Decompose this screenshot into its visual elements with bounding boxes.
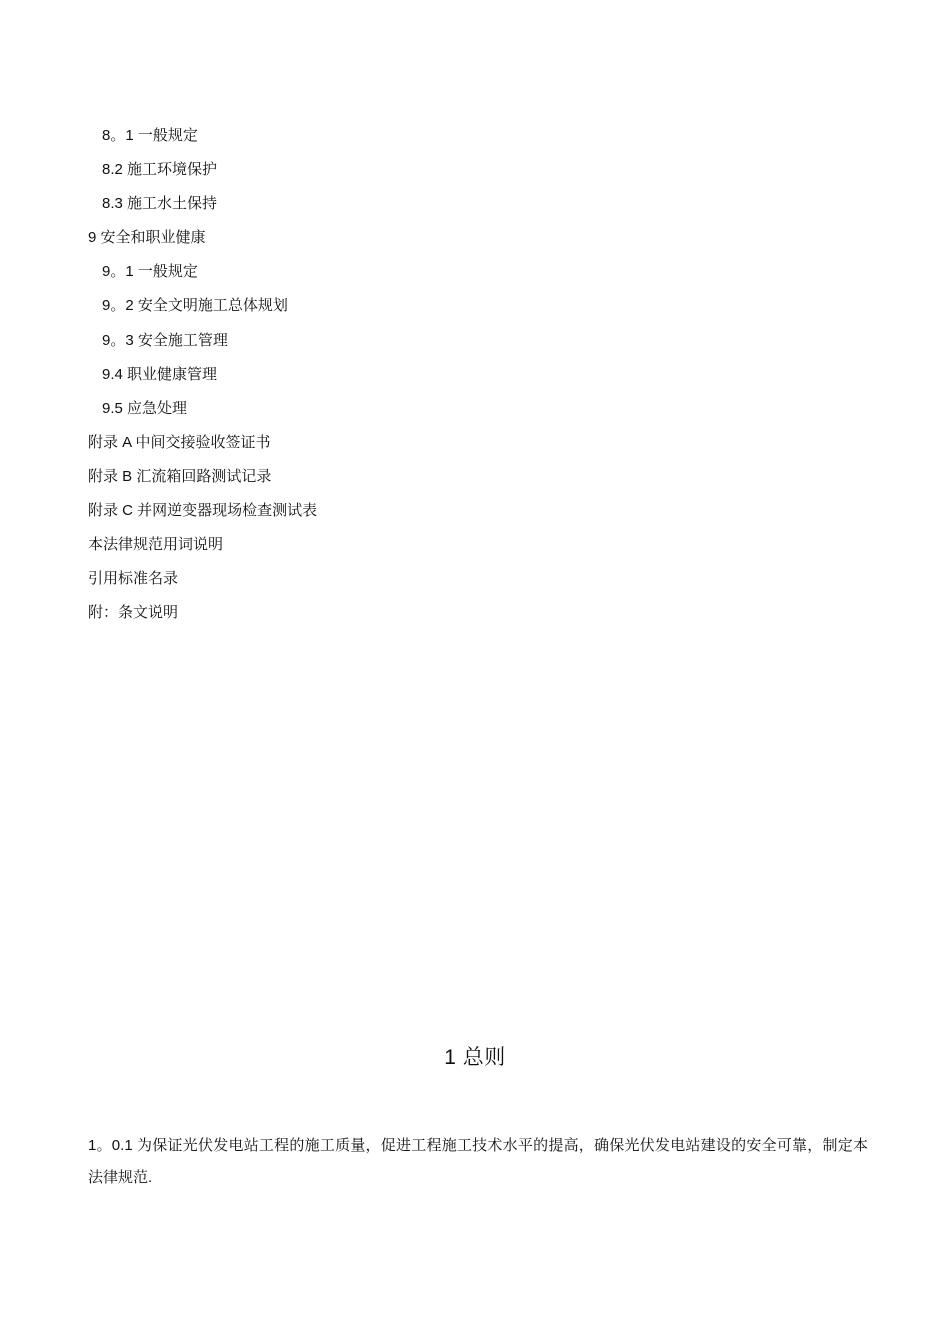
toc-entry-9-1: 9。1 一般规定 xyxy=(102,263,198,281)
toc-entry-appendix-c: 附录 C 并网逆变器现场检查测试表 xyxy=(88,502,318,520)
toc-entry-8-2: 8.2 施工环境保护 xyxy=(102,161,218,179)
toc-entry-9-3: 9。3 安全施工管理 xyxy=(102,331,228,349)
toc-entry-cited-standards: 引用标准名录 xyxy=(88,570,179,588)
toc-entry-appendix-b: 附录 B 汇流箱回路测试记录 xyxy=(88,467,272,485)
toc-entry-appendix-a: 附录 A 中间交接验收签证书 xyxy=(88,433,271,451)
toc-entry-9-2: 9。2 安全文明施工总体规划 xyxy=(102,297,288,315)
chapter-title: 1 总则 xyxy=(444,1046,506,1069)
body-paragraph: 1。0.1 为保证光伏发电站工程的施工质量，促进工程施工技术水平的提高，确保光伏发电站建设的安全可靠，制定本法律规范. xyxy=(88,1137,868,1186)
toc-entry-8-3: 8.3 施工水土保持 xyxy=(102,195,218,213)
toc-entry-9-5: 9.5 应急处理 xyxy=(102,399,188,417)
toc-entry-8-1: 8。1 一般规定 xyxy=(102,127,198,144)
toc-entry-9: 9 安全和职业健康 xyxy=(88,229,206,247)
toc-entry-9-4: 9.4 职业健康管理 xyxy=(102,365,218,383)
toc-entry-wording-notes: 本法律规范用词说明 xyxy=(88,536,224,554)
toc-entry-article-explanation: 附：条文说明 xyxy=(88,604,179,622)
table-of-contents xyxy=(88,122,868,633)
